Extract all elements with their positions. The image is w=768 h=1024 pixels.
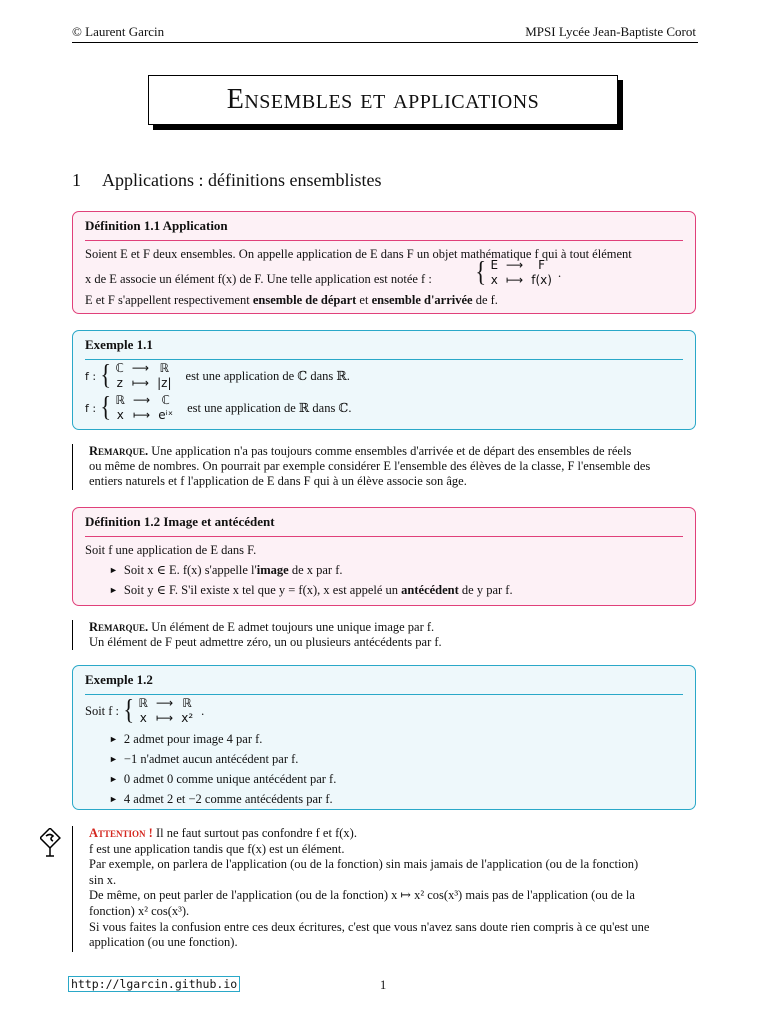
text-run: Soit y ∈ F. S'il existe x tel que y = f(x), x est appelé un — [123, 583, 402, 597]
section-title: Applications : définitions ensemblistes — [102, 170, 382, 190]
attention-label: Attention ! — [89, 826, 153, 840]
map-cell: eⁱˣ — [158, 408, 174, 422]
map-cell: ℂ — [115, 361, 124, 375]
page-number: 1 — [380, 978, 387, 992]
map-cell: ⟶ — [506, 258, 524, 272]
definition-text: Soient E et F deux ensembles. On appelle application de E dans F un objet mathématique f qui à tout élément — [85, 247, 632, 261]
map-cell: ⟼ — [131, 376, 150, 390]
header-author: © Laurent Garcin — [72, 24, 165, 39]
remark-line: entiers naturels et f l'application de E dans F qui à un élève associe son âge. — [89, 474, 467, 488]
mapping-grid — [116, 361, 172, 391]
remark-label: Remarque. — [89, 444, 149, 458]
text-run: et — [356, 293, 372, 307]
text-run: Il ne faut surtout pas confondre f et f(x). — [152, 826, 357, 840]
map-cell: ℝ — [115, 393, 126, 407]
example-1-2-box — [72, 665, 696, 810]
map-cell: x — [490, 273, 498, 287]
definition-text — [85, 293, 498, 308]
definition-title: Définition 1.1 Application — [85, 218, 228, 233]
example-text: est une application de ℝ dans ℂ. — [187, 401, 352, 415]
attention-line: Par exemple, on parlera de l'application (ou de la fonction) sin mais jamais de l'application (ou de la fonction) — [89, 857, 639, 872]
attention-line: sin x. — [89, 872, 117, 887]
mapping-notation: Soit f : { ℝ ⟶ ℝ x ⟼ x² . — [85, 695, 205, 726]
map-cell: ℝ — [159, 361, 170, 375]
map-cell: ℂ — [161, 393, 170, 407]
remark-line: Un élément de F peut admettre zéro, un ou plusieurs antécédents par f. — [89, 635, 442, 649]
mapping-notation: { E ⟶ F x ⟼ f(x) . — [475, 257, 562, 288]
example-text: est une application de ℂ dans ℝ. — [185, 369, 350, 383]
map-cell: ⟶ — [133, 393, 151, 407]
example-title: Exemple 1.1 — [85, 337, 153, 352]
map-cell: ⟶ — [156, 696, 174, 710]
brace: { — [475, 257, 487, 288]
example-text: Soit f : — [85, 703, 120, 718]
attention-line — [89, 826, 702, 842]
mapping-grid — [490, 258, 552, 288]
text-run: Une application n'a pas toujours comme ensembles d'arrivée et de départ des ensembles de réels — [148, 444, 632, 458]
page-title — [148, 75, 618, 125]
text-run: de x par f. — [288, 563, 343, 577]
mapping-notation: f : { ℝ ⟶ ℂ x ⟼ eⁱˣ est une application de ℝ dans ℂ. — [85, 392, 352, 423]
bullet-item — [109, 582, 513, 598]
map-cell: ⟼ — [506, 273, 524, 287]
remark-line — [89, 620, 702, 635]
term-bold: ensemble d'arrivée — [371, 293, 473, 307]
text-run: Soit x ∈ E. f(x) s'appelle l' — [123, 563, 257, 577]
map-cell: F — [538, 258, 546, 272]
map-cell: x — [139, 711, 147, 725]
definition-text: x de E associe un élément f(x) de F. Une telle application est notée f : — [85, 272, 432, 286]
text-run: Un élément de E admet toujours une unique image par f. — [148, 620, 435, 634]
text-run: de f. — [472, 293, 498, 307]
remark-1 — [72, 444, 702, 490]
header-rule — [72, 42, 698, 43]
bullet-item: ► 0 admet 0 comme unique antécédent par f. — [109, 772, 336, 787]
bullet-item: ► 2 admet pour image 4 par f. — [109, 732, 262, 747]
box-rule — [85, 694, 683, 695]
text-run: E et F s'appellent respectivement — [85, 293, 253, 307]
map-cell: f(x) — [531, 273, 552, 287]
map-cell: x² — [181, 711, 194, 725]
section-heading — [72, 170, 381, 191]
definition-text: Soit f une application de E dans F. — [85, 543, 257, 557]
attention-line: f est une application tandis que f(x) est un élément. — [89, 841, 345, 856]
bullet-item: ► 4 admet 2 et −2 comme antécédents par f. — [109, 792, 333, 807]
bullet-item: ► −1 n'admet aucun antécédent par f. — [109, 752, 298, 767]
attention-line: fonction) x² cos(x³). — [89, 903, 190, 918]
example-title: Exemple 1.2 — [85, 672, 153, 687]
map-cell: ⟼ — [156, 711, 174, 725]
attention-line: Si vous faites la confusion entre ces deux écritures, c'est que vous n'avez sans doute rien compris à ce qu'est une — [89, 919, 650, 934]
remark-line: ou même de nombres. On pourrait par exemple considérer E l'ensemble des élèves de la classe, F l'ensemble des — [89, 459, 651, 473]
map-cell: ⟼ — [133, 408, 151, 422]
attention-line: application (ou une fonction). — [89, 935, 238, 950]
dangerous-bend-icon — [40, 828, 62, 864]
attention-line: De même, on peut parler de l'application (ou de la fonction) x ↦ x² cos(x³) mais pas de l'application (ou de la — [89, 888, 635, 903]
attention-block — [72, 826, 702, 952]
remark-line — [89, 444, 702, 459]
footer-link[interactable]: http://lgarcin.github.io — [68, 976, 240, 992]
map-cell: E — [490, 258, 499, 272]
map-cell: |z| — [157, 376, 172, 390]
section-number: 1 — [72, 170, 81, 190]
map-cell: ℝ — [182, 696, 192, 710]
remark-2 — [72, 620, 702, 650]
mapping-grid — [116, 393, 174, 423]
text-run: de y par f. — [458, 583, 513, 597]
definition-1-1-box — [72, 211, 696, 314]
definition-title: Définition 1.2 Image et antécédent — [85, 514, 275, 529]
mapping-notation: f : { ℂ ⟶ ℝ z ⟼ |z| est une application de ℂ dans ℝ. — [85, 360, 350, 391]
remark-label: Remarque. — [89, 620, 149, 634]
brace: { — [123, 695, 135, 726]
term-bold: ensemble de départ — [252, 293, 357, 307]
term-bold: antécédent — [401, 583, 459, 597]
map-cell: ℝ — [138, 696, 149, 710]
map-cell: ⟶ — [131, 361, 150, 375]
map-cell: x — [116, 408, 124, 422]
box-rule — [85, 536, 683, 537]
map-cell: z — [116, 376, 123, 390]
header-school: MPSI Lycée Jean-Baptiste Corot — [525, 24, 696, 39]
definition-1-2-box — [72, 507, 696, 606]
mapping-grid — [139, 696, 194, 726]
page-title-text: Ensembles et applications — [226, 84, 540, 115]
term-bold: image — [256, 563, 289, 577]
bullet-item — [109, 562, 343, 578]
box-rule — [85, 359, 683, 360]
brace: { — [100, 360, 112, 391]
example-1-1-box — [72, 330, 696, 430]
box-rule — [85, 240, 683, 241]
brace: { — [100, 392, 112, 423]
